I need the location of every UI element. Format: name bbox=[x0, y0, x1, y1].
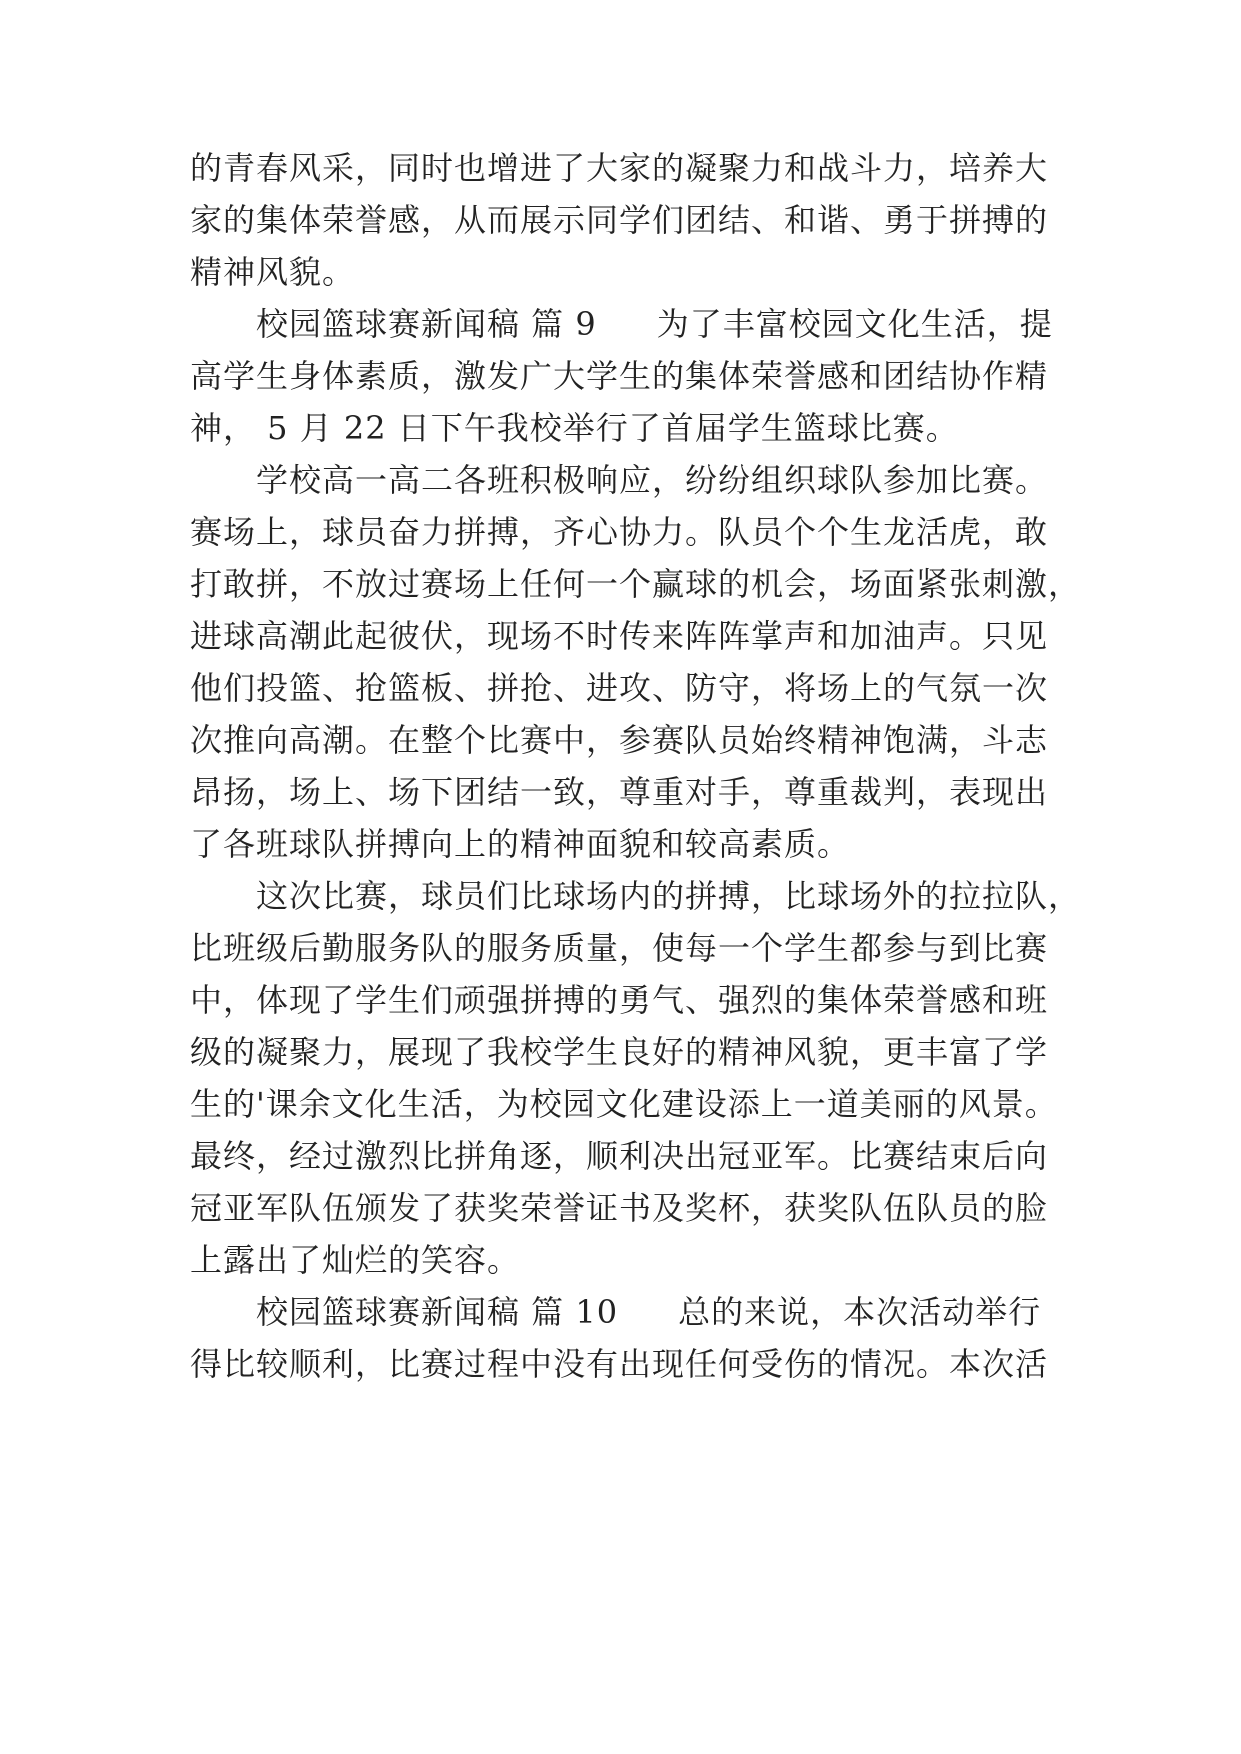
text-line: 了各班球队拼搏向上的精神面貌和较高素质。 bbox=[190, 825, 851, 863]
text-line: 进球高潮此起彼伏，现场不时传来阵阵掌声和加油声。只见 bbox=[190, 617, 1049, 655]
section-heading: 校园篮球赛新闻稿 篇 9 bbox=[256, 305, 597, 343]
text-line: 这次比赛，球员们比球场内的拼搏，比球场外的拉拉队， bbox=[256, 877, 1082, 915]
text-line: 级的凝聚力，展现了我校学生良好的精神风貌，更丰富了学 bbox=[190, 1033, 1049, 1071]
text-line: 中，体现了学生们顽强拼搏的勇气、强烈的集体荣誉感和班 bbox=[190, 981, 1049, 1019]
text-line: 比班级后勤服务队的服务质量，使每一个学生都参与到比赛 bbox=[190, 929, 1049, 967]
text-line: 的青春风采，同时也增进了大家的凝聚力和战斗力，培养大 bbox=[190, 149, 1049, 187]
text-line: 最终，经过激烈比拼角逐，顺利决出冠亚军。比赛结束后向 bbox=[190, 1137, 1049, 1175]
text-line: 上露出了灿烂的笑容。 bbox=[190, 1241, 521, 1279]
text-line: 总的来说，本次活动举行 bbox=[678, 1293, 1042, 1331]
text-line: 学校高一高二各班积极响应，纷纷组织球队参加比赛。 bbox=[256, 461, 1049, 499]
text-line: 次推向高潮。在整个比赛中，参赛队员始终精神饱满，斗志 bbox=[190, 721, 1049, 759]
text-line: 高学生身体素质，激发广大学生的集体荣誉感和团结协作精 bbox=[190, 357, 1049, 395]
text-line: 得比较顺利，比赛过程中没有出现任何受伤的情况。本次活 bbox=[190, 1345, 1049, 1383]
text-line: 昂扬，场上、场下团结一致，尊重对手，尊重裁判，表现出 bbox=[190, 773, 1049, 811]
text-line: 生的'课余文化生活，为校园文化建设添上一道美丽的风景。 bbox=[190, 1085, 1058, 1123]
text-line: 赛场上，球员奋力拼搏，齐心协力。队员个个生龙活虎，敢 bbox=[190, 513, 1049, 551]
section-heading-line bbox=[256, 1292, 1041, 1332]
text-line: 神， 5 月 22 日下午我校举行了首届学生篮球比赛。 bbox=[190, 409, 959, 447]
text-line: 家的集体荣誉感，从而展示同学们团结、和谐、勇于拼搏的 bbox=[190, 201, 1049, 239]
section-heading-line bbox=[256, 304, 1053, 344]
text-line: 冠亚军队伍颁发了获奖荣誉证书及奖杯，获奖队伍队员的脸 bbox=[190, 1189, 1049, 1227]
section-heading: 校园篮球赛新闻稿 篇 10 bbox=[256, 1293, 619, 1331]
text-line: 精神风貌。 bbox=[190, 253, 356, 291]
text-line: 他们投篮、抢篮板、拼抢、进攻、防守，将场上的气氛一次 bbox=[190, 669, 1049, 707]
text-line: 打敢拼，不放过赛场上任何一个赢球的机会，场面紧张刺激， bbox=[190, 565, 1082, 603]
text-line: 为了丰富校园文化生活，提 bbox=[656, 305, 1053, 343]
